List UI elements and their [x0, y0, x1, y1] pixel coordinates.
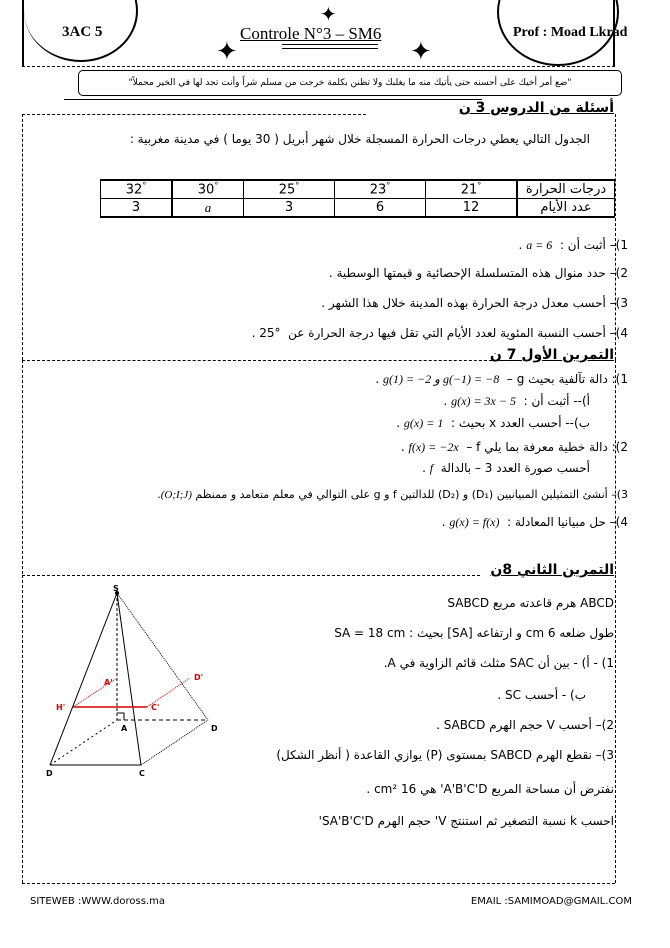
section-title-exercise-1: التمرين الأول 7 ن	[489, 347, 614, 363]
star-ornament-icon: ✦	[216, 37, 238, 67]
row-header: عدد الأيام	[517, 199, 615, 218]
footer-email: EMAIL :SAMIMOAD@GMAIL.COM	[470, 896, 632, 907]
section-box-lessons	[22, 114, 616, 360]
lesson-question-4: 4)– أحسب النسبة المئوية لعدد الأيام التي تقل فيها درجة الحرارة عن 25° .	[251, 326, 628, 340]
temp-cell: 23°	[335, 180, 426, 199]
edge-c-d2	[141, 720, 208, 765]
exercise-1-line-4: 4)– حل مبيانيا المعادلة : g(x) = f(x) .	[441, 515, 628, 529]
exercise-1-line-1b: ب)-- أحسب العدد x بحيث : g(x) = 1 .	[396, 416, 590, 430]
exercise-1-line-3: 3)– أنشئ التمثيلين المبيانيين (D₁) و (D₂) للدالتين f و g على التوالي في معلم متعامد و ممنظم (O;I;J).	[157, 488, 628, 501]
figure-label-s: S	[113, 585, 119, 593]
section-dash-bottom	[22, 883, 615, 884]
edge-d1-a	[50, 720, 117, 765]
lesson-question-1: 1)– أثبت أن : a = 6 .	[518, 238, 628, 252]
figure-label-d-right: D	[211, 724, 218, 733]
page-title: Controle N°3 – SM6	[240, 24, 382, 43]
temperature-table	[100, 179, 615, 218]
figure-label-d-prime: D'	[194, 673, 204, 682]
pyramid-figure	[30, 585, 250, 785]
exercise-1-line-1a: أ)-- أثبت أن : g(x) = 3x − 5 .	[443, 394, 590, 408]
figure-label-h-prime: H'	[56, 703, 66, 712]
lesson-question-3: 3)– أحسب معدل درجة الحرارة بهذه المدينة خلال هذا الشهر .	[321, 296, 628, 310]
star-ornament-icon: ✦	[410, 37, 432, 67]
edge-s-d2	[117, 593, 208, 720]
exercise-2-line-5: 2)– أحسب V حجم الهرم SABCD .	[436, 718, 614, 732]
footer-site: SITEWEB :WWW.doross.ma	[30, 896, 165, 907]
header-dashed-divider	[22, 66, 615, 67]
section-title-lessons: أسئلة من الدروس 3 ن	[458, 100, 614, 116]
days-cell: a	[172, 199, 244, 218]
class-label: 3AC 5	[62, 24, 103, 40]
figure-label-c-prime: C'	[151, 703, 160, 712]
exercise-2-line-1: SABCD هرم قاعدته مربع ABCD	[447, 596, 614, 610]
exercise-1-line-2b: أحسب صورة العدد 3 – بالدالة f .	[422, 461, 590, 475]
exercise-1-line-1: 1)– g دالة تآلفية بحيث : g(1) = −2 و g(−1) = −8 .	[375, 372, 628, 386]
exercise-2-line-7: نفترض أن مساحة المربع A'B'C'D' هي 16 cm² .	[366, 782, 614, 796]
quote-box: "ضع أمر أخيك على أحسنه حتى يأتيك منه ما يغلبك ولا تظنن بكلمة خرجت من مسلم شراً وأنت تجد لها في الخير محملاً"	[78, 70, 622, 96]
exercise-2-line-3: 1) - أ) - بين أن SAC مثلث قائم الزاوية في A.	[383, 656, 614, 670]
star-ornament-icon: ✦	[320, 2, 337, 26]
lesson-question-2: 2)– حدد منوال هذه المتسلسلة الإحصائية و قيمتها الوسطية .	[328, 266, 628, 280]
title-rule	[282, 48, 378, 49]
exercise-2-line-2: طول ضلعه 6 cm و ارتفاعه [SA] بحيث : SA = 18 cm	[334, 626, 614, 640]
figure-label-c: C	[139, 769, 145, 778]
exercise-2-line-6: 3)– نقطع الهرم SABCD بمستوى (P) يوازي القاعدة ( أنظر الشكل)	[276, 748, 614, 762]
temp-cell: 32°	[101, 180, 173, 199]
table-intro: الجدول التالي يعطي درجات الحرارة المسجلة خلال شهر أبريل ( 30 يوما ) في مدينة مغربية :	[129, 132, 590, 146]
days-cell: 3	[101, 199, 173, 218]
exercise-2-line-8: احسب k نسبة التصغير ثم استنتج V' حجم الهرم SA'B'C'D'	[318, 814, 614, 828]
table-row-temperatures	[101, 180, 615, 199]
edge-s-c	[117, 593, 141, 765]
temp-cell: 21°	[426, 180, 518, 199]
exercise-2-line-4: ب) - أحسب SC .	[497, 688, 586, 702]
days-cell: 12	[426, 199, 518, 218]
prof-label: Prof : Moad Lkrad	[513, 25, 628, 40]
exercise-1-line-2: 2)– f دالة خطية معرفة بما يلي : f(x) = −2x .	[400, 440, 628, 454]
separator-rule	[64, 99, 482, 100]
row-header: درجات الحرارة	[517, 180, 615, 199]
figure-label-d-left: D	[46, 769, 53, 778]
temp-cell: 30°	[172, 180, 244, 199]
right-angle-marker	[117, 713, 124, 720]
figure-label-a: A	[121, 724, 128, 733]
days-cell: 6	[335, 199, 426, 218]
table-row-days	[101, 199, 615, 218]
section-title-exercise-2: التمرين الثاني 8ن	[490, 562, 614, 578]
temp-cell: 25°	[244, 180, 335, 199]
title-rule	[282, 44, 378, 45]
days-cell: 3	[244, 199, 335, 218]
figure-label-a-prime: A'	[104, 678, 113, 687]
